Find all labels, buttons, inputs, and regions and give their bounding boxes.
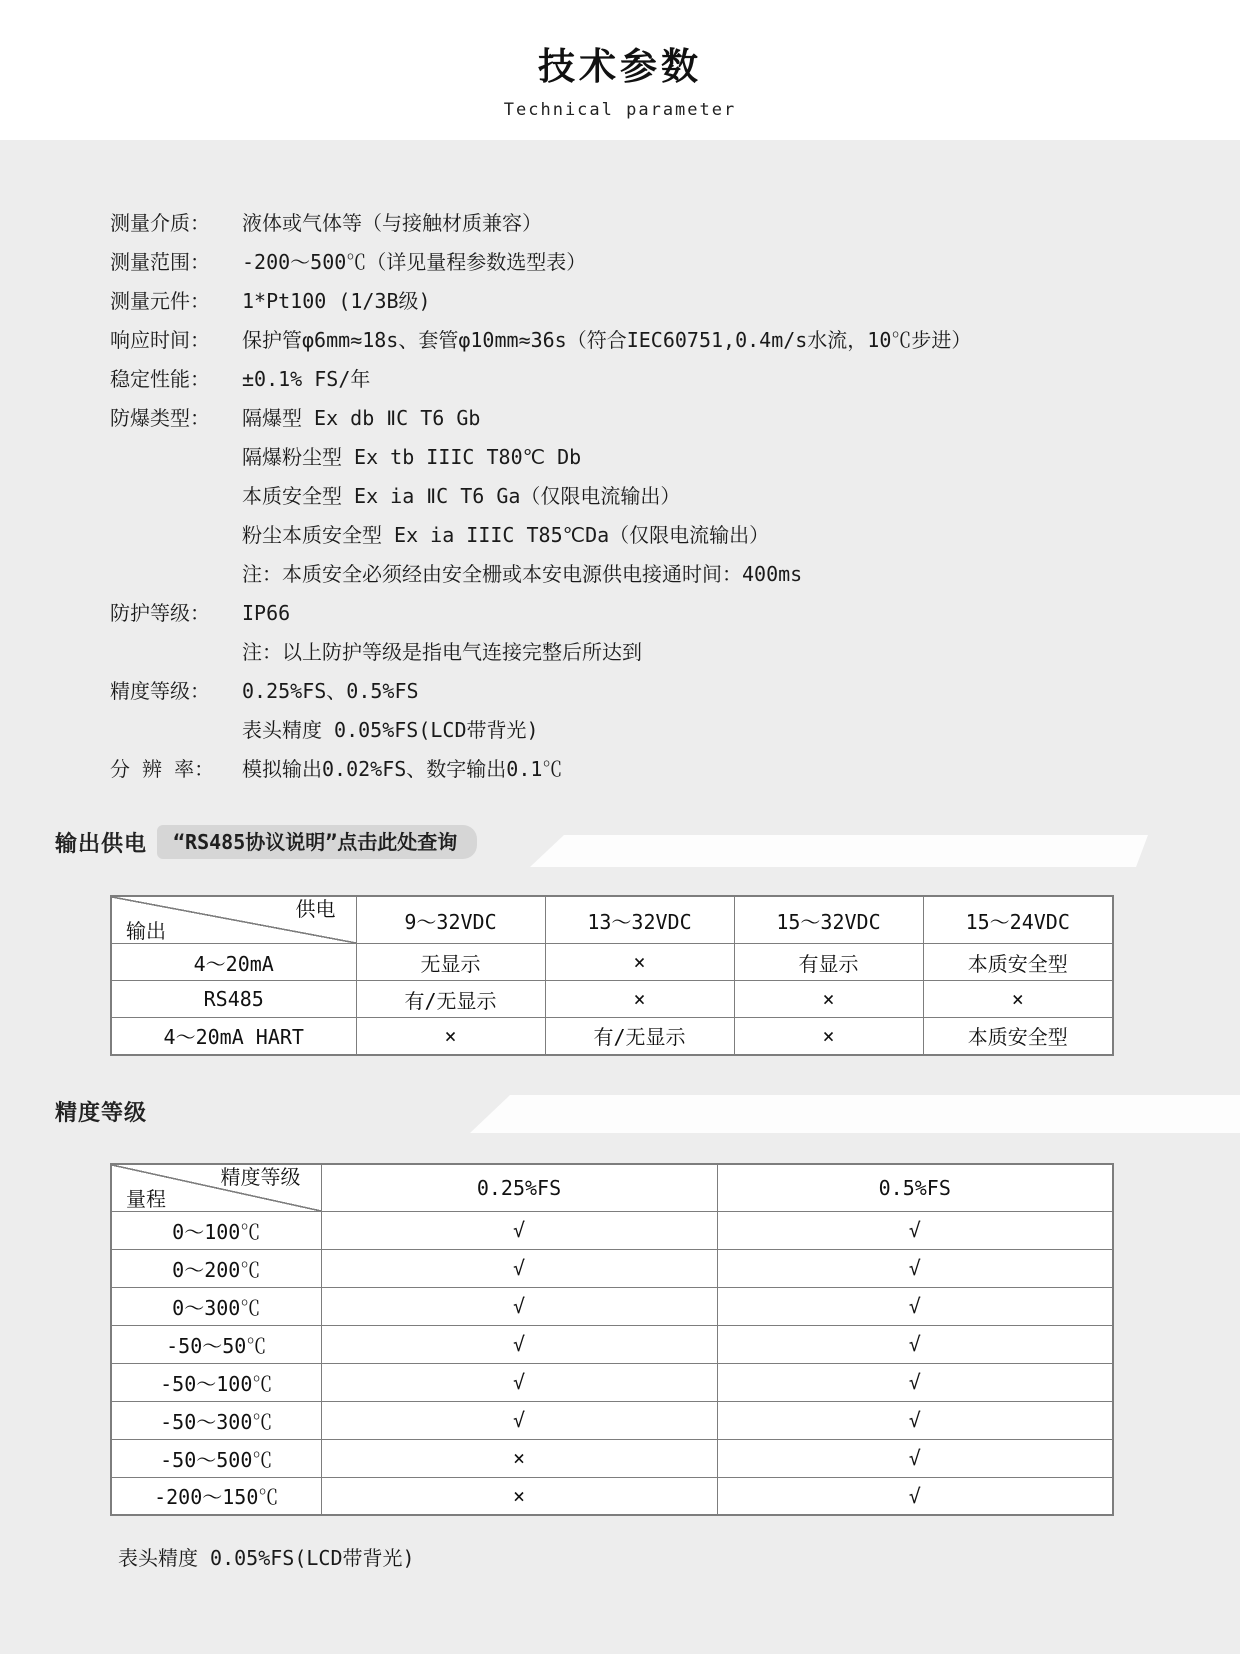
accuracy-table	[110, 1163, 1114, 1517]
spec-label: 响应时间：	[110, 328, 210, 352]
spec-row	[110, 750, 1140, 789]
col-header: 9～32VDC	[356, 896, 545, 944]
row-header: RS485	[111, 981, 356, 1018]
row-header: -200～150℃	[111, 1477, 321, 1515]
table-row	[111, 1211, 1113, 1249]
row-header: -50～100℃	[111, 1363, 321, 1401]
spec-value: 本质安全型 Ex ia ⅡC T6 Ga（仅限电流输出）	[242, 484, 681, 508]
table-cell: ×	[356, 1018, 545, 1055]
corner-label-top: 精度等级	[220, 1164, 301, 1189]
page-header	[0, 0, 1240, 140]
spec-label: 防护等级：	[110, 601, 210, 625]
page-title: 技术参数	[538, 44, 702, 88]
table-cell: √	[717, 1401, 1113, 1439]
table-row	[111, 944, 1113, 981]
spec-value: 模拟输出0.02%FS、数字输出0.1℃	[242, 757, 563, 781]
table-row	[111, 1018, 1113, 1055]
table-cell: √	[321, 1401, 717, 1439]
table-cell: 有/无显示	[545, 1018, 734, 1055]
row-header: 4～20mA HART	[111, 1018, 356, 1055]
output-power-section-header	[55, 825, 1240, 859]
table-cell: √	[717, 1211, 1113, 1249]
spec-value: 0.25%FS、0.5%FS	[242, 679, 419, 703]
row-header: 0～200℃	[111, 1249, 321, 1287]
table-cell: ×	[734, 981, 923, 1018]
table-row	[111, 1477, 1113, 1515]
spec-label: 精度等级：	[110, 679, 210, 703]
table-cell: √	[717, 1325, 1113, 1363]
table-cell: √	[321, 1287, 717, 1325]
spec-value: 隔爆粉尘型 Ex tb IIIC T80℃ Db	[242, 445, 582, 469]
section-title-accuracy: 精度等级	[55, 1100, 148, 1126]
table-cell: √	[321, 1325, 717, 1363]
table-cell: ×	[734, 1018, 923, 1055]
spec-value: 表头精度 0.05%FS(LCD带背光)	[242, 718, 539, 742]
spec-value: -200～500℃（详见量程参数选型表）	[242, 250, 587, 274]
specs-section	[110, 204, 1140, 789]
spec-value: 隔爆型 Ex db ⅡC T6 Gb	[242, 406, 481, 430]
table-cell: √	[717, 1363, 1113, 1401]
table-row	[111, 1401, 1113, 1439]
spec-row	[110, 321, 1140, 360]
table-cell: √	[321, 1363, 717, 1401]
corner-label-bottom: 输出	[126, 919, 166, 943]
row-header: 0～100℃	[111, 1211, 321, 1249]
table-cell: ×	[321, 1439, 717, 1477]
table-cell: √	[321, 1249, 717, 1287]
table-cell: √	[717, 1439, 1113, 1477]
row-header: 0～300℃	[111, 1287, 321, 1325]
spec-label: 测量范围：	[110, 250, 210, 274]
corner-label-bottom: 量程	[126, 1186, 166, 1211]
table-cell: ×	[545, 944, 734, 981]
accuracy-footnote: 表头精度 0.05%FS(LCD带背光)	[118, 1546, 415, 1570]
table-cell: √	[717, 1249, 1113, 1287]
col-header: 0.25%FS	[321, 1164, 717, 1212]
table-row	[111, 1287, 1113, 1325]
table-row	[111, 1325, 1113, 1363]
spec-label: 分 辨 率：	[110, 757, 215, 781]
spec-row	[110, 594, 1140, 672]
table-cell: ×	[545, 981, 734, 1018]
table-row	[111, 1249, 1113, 1287]
spec-value: 注：本质安全必须经由安全栅或本安电源供电接通时间：400ms	[242, 562, 803, 586]
page-subtitle: Technical parameter	[503, 100, 737, 120]
spec-value: 保护管φ6mm≈18s、套管φ10mm≈36s（符合IEC60751,0.4m/s水流，10℃步进）	[242, 328, 972, 352]
spec-label: 防爆类型：	[110, 406, 210, 430]
table-row	[111, 981, 1113, 1018]
spec-row	[110, 360, 1140, 399]
table-cell: √	[321, 1211, 717, 1249]
col-header: 15～24VDC	[923, 896, 1113, 944]
spec-row	[110, 399, 1140, 594]
spec-row	[110, 204, 1140, 243]
spec-label: 测量介质：	[110, 211, 210, 235]
row-header: 4～20mA	[111, 944, 356, 981]
table-cell: √	[717, 1477, 1113, 1515]
row-header: -50～300℃	[111, 1401, 321, 1439]
table-row	[111, 1439, 1113, 1477]
spec-value: 粉尘本质安全型 Ex ia IIIC T85℃Da（仅限电流输出）	[242, 523, 770, 547]
spec-value: 注：以上防护等级是指电气连接完整后所达到	[242, 640, 642, 664]
row-header: -50～50℃	[111, 1325, 321, 1363]
spec-value: 1*Pt100 (1/3B级)	[242, 289, 431, 313]
rs485-protocol-badge[interactable]: “RS485协议说明”点击此处查询	[157, 825, 477, 859]
spec-row	[110, 243, 1140, 282]
row-header: -50～500℃	[111, 1439, 321, 1477]
spec-value: IP66	[242, 601, 291, 625]
table-row	[111, 1363, 1113, 1401]
col-header: 13～32VDC	[545, 896, 734, 944]
table-cell: 有/无显示	[356, 981, 545, 1018]
content-area	[0, 140, 1240, 1654]
table-cell: √	[717, 1287, 1113, 1325]
corner-label-top: 供电	[295, 897, 336, 921]
col-header: 15～32VDC	[734, 896, 923, 944]
diagonal-split	[112, 1165, 321, 1211]
spec-value: 液体或气体等（与接触材质兼容）	[242, 211, 542, 235]
spec-label: 稳定性能：	[110, 367, 210, 391]
spec-label: 测量元件：	[110, 289, 210, 313]
table-cell: 本质安全型	[923, 1018, 1113, 1055]
output-power-table	[110, 895, 1114, 1056]
table-cell: ×	[923, 981, 1113, 1018]
section-title-output-power: 输出供电	[55, 831, 148, 857]
col-header: 0.5%FS	[717, 1164, 1113, 1212]
accuracy-section-header	[55, 1096, 1240, 1127]
spec-value: ±0.1% FS/年	[242, 367, 371, 391]
table-cell: ×	[321, 1477, 717, 1515]
table-corner-cell	[111, 896, 356, 944]
diagonal-split	[112, 897, 356, 943]
spec-row	[110, 672, 1140, 750]
table-corner-cell	[111, 1164, 321, 1212]
table-cell: 有显示	[734, 944, 923, 981]
table-cell: 无显示	[356, 944, 545, 981]
table-cell: 本质安全型	[923, 944, 1113, 981]
spec-row	[110, 282, 1140, 321]
